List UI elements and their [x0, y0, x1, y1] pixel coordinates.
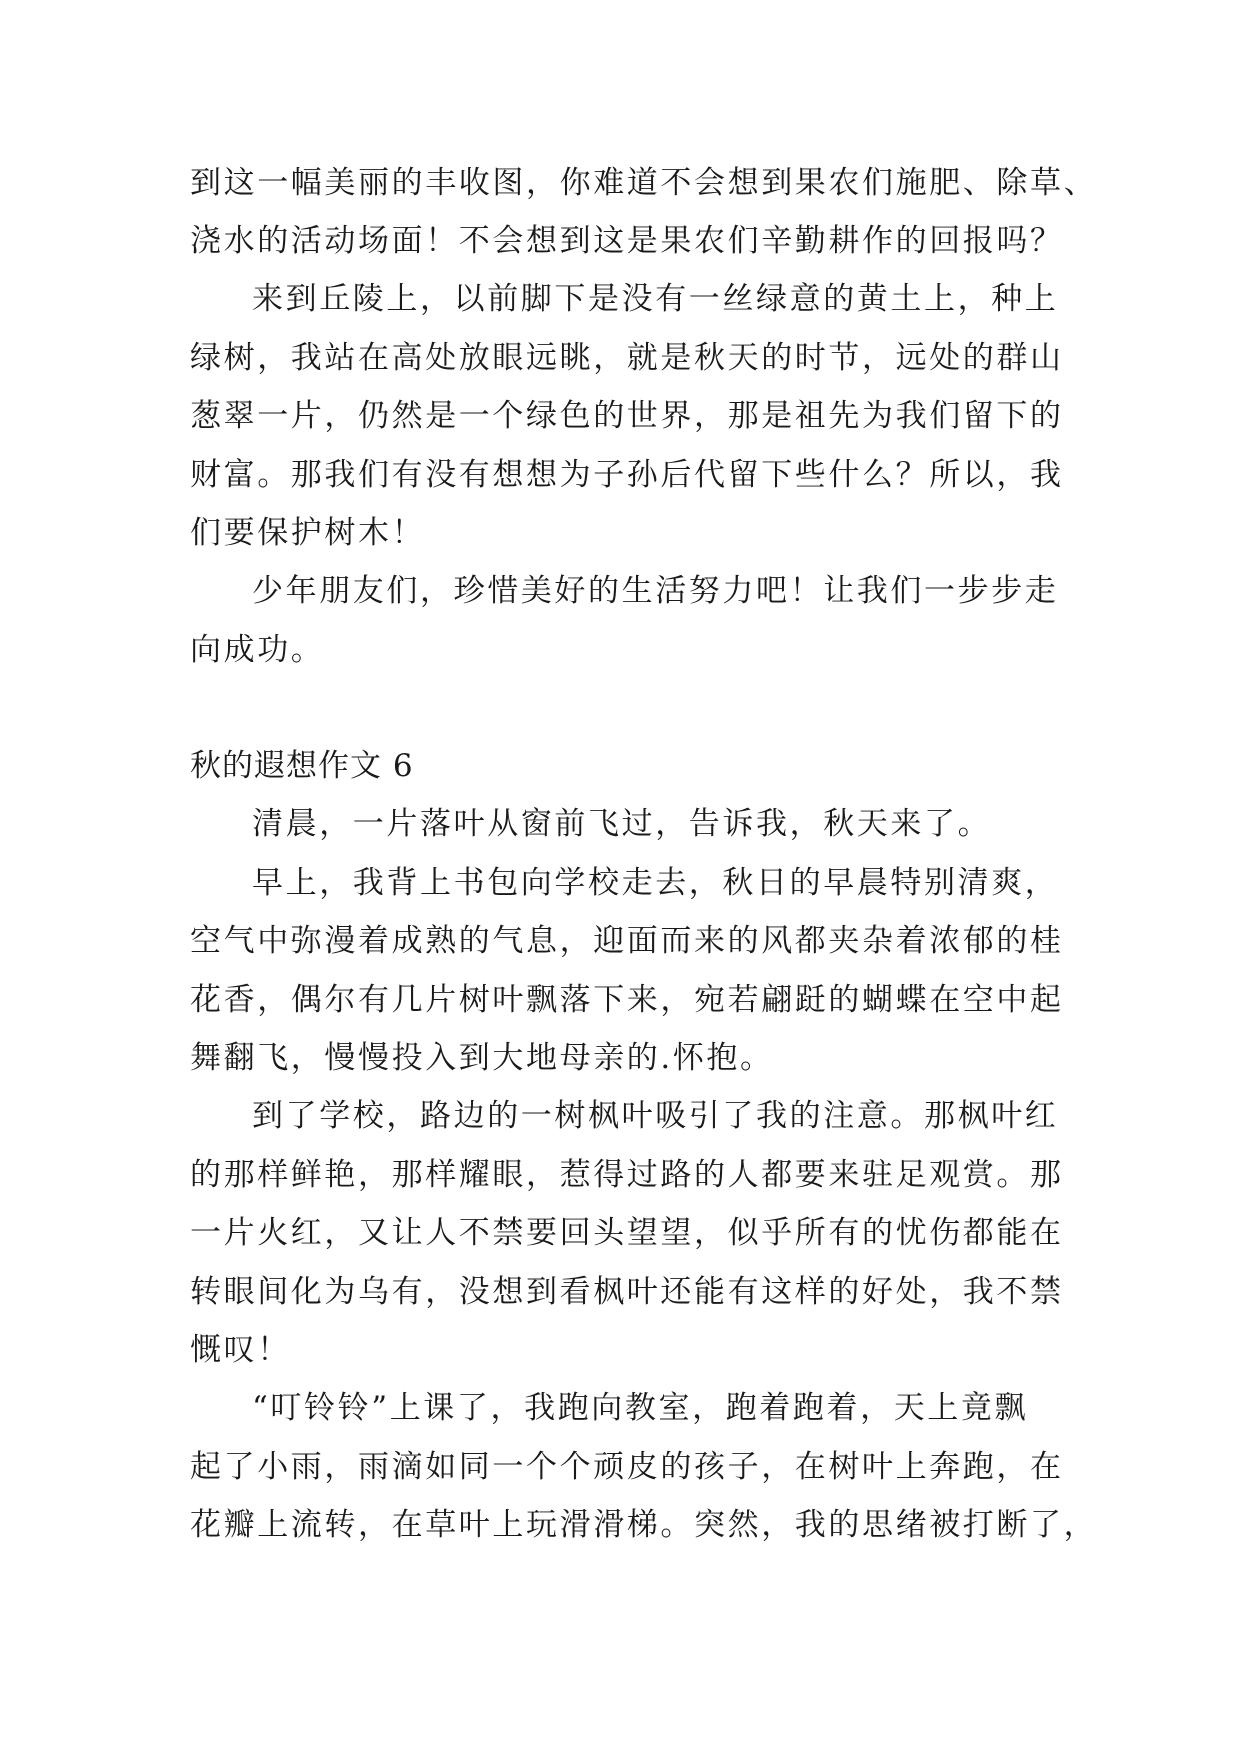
- paragraph-start-line: 早上，我背上书包向学校走去，秋日的早晨特别清爽，: [252, 865, 1059, 901]
- text-line: 葱翠一片，仍然是一个绿色的世界，那是祖先为我们留下的: [190, 398, 1064, 434]
- text-line: 财富。那我们有没有想想为子孙后代留下些什么？所以，我: [190, 457, 1064, 493]
- text-line: 转眼间化为乌有，没想到看枫叶还能有这样的好处，我不禁: [190, 1274, 1064, 1310]
- paragraph-start-line: “叮铃铃”上课了，我跑向教室，跑着跑着，天上竟飘: [252, 1390, 1029, 1426]
- text-line: 绿树，我站在高处放眼远眺，就是秋天的时节，远处的群山: [190, 340, 1064, 376]
- text-line: 向成功。: [190, 632, 325, 668]
- text-line: 的那样鲜艳，那样耀眼，惹得过路的人都要来驻足观赏。那: [190, 1157, 1064, 1193]
- text-line: 到这一幅美丽的丰收图，你难道不会想到果农们施肥、除草、: [190, 165, 1098, 201]
- text-line: 花香，偶尔有几片树叶飘落下来，宛若翩跹的蝴蝶在空中起: [190, 982, 1064, 1018]
- section-title: 秋的遐想作文 6: [190, 748, 414, 784]
- paragraph-start-line: 少年朋友们，珍惜美好的生活努力吧！让我们一步步走: [252, 573, 1059, 609]
- text-line: 们要保护树木！: [190, 515, 426, 551]
- text-line: 花瓣上流转，在草叶上玩滑滑梯。突然，我的思绪被打断了，: [190, 1507, 1098, 1543]
- text-line: 浇水的活动场面！不会想到这是果农们辛勤耕作的回报吗？: [190, 223, 1064, 259]
- paragraph-start-line: 来到丘陵上，以前脚下是没有一丝绿意的黄土上，种上: [252, 281, 1059, 317]
- text-line: 一片火红，又让人不禁要回头望望，似乎所有的忧伤都能在: [190, 1215, 1064, 1251]
- text-line: 舞翻飞，慢慢投入到大地母亲的.怀抱。: [190, 1040, 774, 1076]
- text-line: 慨叹！: [190, 1332, 291, 1368]
- paragraph-start-line: 清晨，一片落叶从窗前飞过，告诉我，秋天来了。: [252, 806, 992, 842]
- text-line: 空气中弥漫着成熟的气息，迎面而来的风都夹杂着浓郁的桂: [190, 923, 1064, 959]
- text-line: 起了小雨，雨滴如同一个个顽皮的孩子，在树叶上奔跑，在: [190, 1449, 1064, 1485]
- paragraph-start-line: 到了学校，路边的一树枫叶吸引了我的注意。那枫叶红: [252, 1098, 1059, 1134]
